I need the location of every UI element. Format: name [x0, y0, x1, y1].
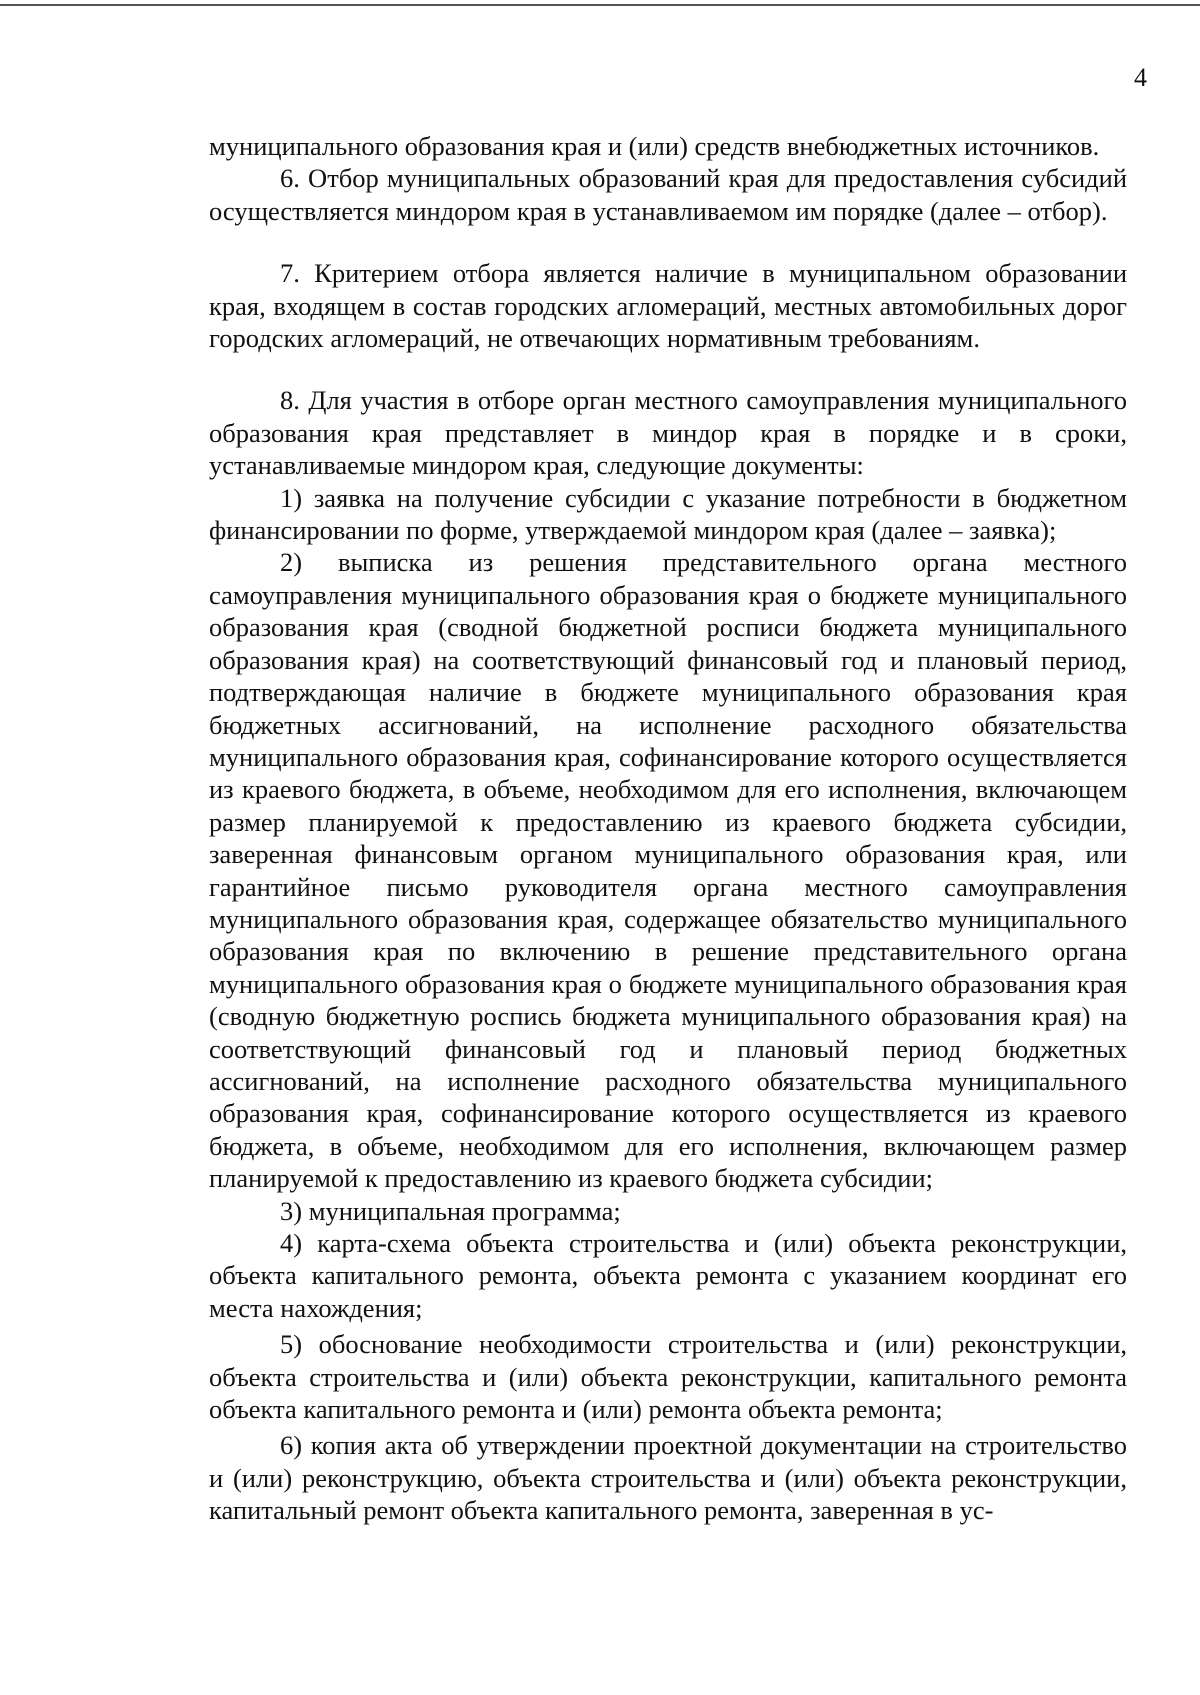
list-item-3: 3) муниципальная программа;: [280, 1195, 621, 1226]
paragraph-continuation: муниципального образования края и (или) средств внебюджетных источников.: [209, 131, 1100, 161]
paragraph-8: 8. Для участия в отборе орган местного самоуправления муниципального образования края представляет в миндор края в порядке и в сроки, устанавливаемые миндором края, следующие документы:: [209, 385, 1127, 481]
list-item-5: 5) обоснование необходимости строительства и (или) реконструкции, объекта строительства и (или) объекта реконструкции, капитального ремонта объекта капитального ремонта и (или) ремонта объекта ремонта;: [209, 1329, 1127, 1425]
paragraph-7: 7. Критерием отбора является наличие в муниципальном образовании края, входящем в состав городских агломераций, местных автомобильных дорог городских агломераций, не отвечающих нормативным требованиям.: [209, 258, 1127, 354]
list-item-4: 4) карта-схема объекта строительства и (или) объекта реконструкции, объекта капитального ремонта, объекта ремонта с указанием координат его места нахождения;: [209, 1228, 1127, 1323]
list-item-6: 6) копия акта об утверждении проектной документации на строительство и (или) реконструкцию, объекта строительства и (или) объекта реконструкции, капитальный ремонт объекта капитального ремонта, заверенная в ус-: [209, 1430, 1127, 1526]
list-item-1: 1) заявка на получение субсидии с указание потребности в бюджетном финансировании по форме, утверждаемой миндором края (далее – заявка);: [209, 482, 1127, 546]
document-body: [209, 130, 1127, 1527]
page-number: 4: [1134, 63, 1147, 92]
paragraph-6: 6. Отбор муниципальных образований края для предоставления субсидий осуществляется миндором края в устанавливаемом им порядке (далее – отбор).: [209, 163, 1127, 226]
top-border-line: [0, 4, 1200, 6]
list-item-2: 2) выписка из решения представительного органа местного самоуправления муниципального образования края о бюджете муниципального образования края (сводной бюджетной росписи бюджета муниципального образования края) на соответствующий финансовый год и плановый период, подтверждающая наличие в бюджете муниципального образования края бюджетных ассигнований, на исполнение расходного обязательства муниципального образования края, софинансирование которого осуществляется из краевого бюджета, в объеме, необходимом для его исполнения, включающем размер планируемой к предоставлению из краевого бюджета субсидии, заверенная финансовым органом муниципального образования края, или гарантийное письмо руководителя органа местного самоуправления муниципального образования края, содержащее обязательство муниципального образования края по включению в решение представительного органа муниципального образования края о бюджете муниципального образования края (сводную бюджетную роспись бюджета муниципального образования края) на соответствующий финансовый год и плановый период бюджетных ассигнований, на исполнение расходного обязательства муниципального образования края, софинансирование которого осуществляется из краевого бюджета, в объеме, необходимом для его исполнения, включающем размер планируемой к предоставлению из краевого бюджета субсидии;: [209, 547, 1127, 1194]
